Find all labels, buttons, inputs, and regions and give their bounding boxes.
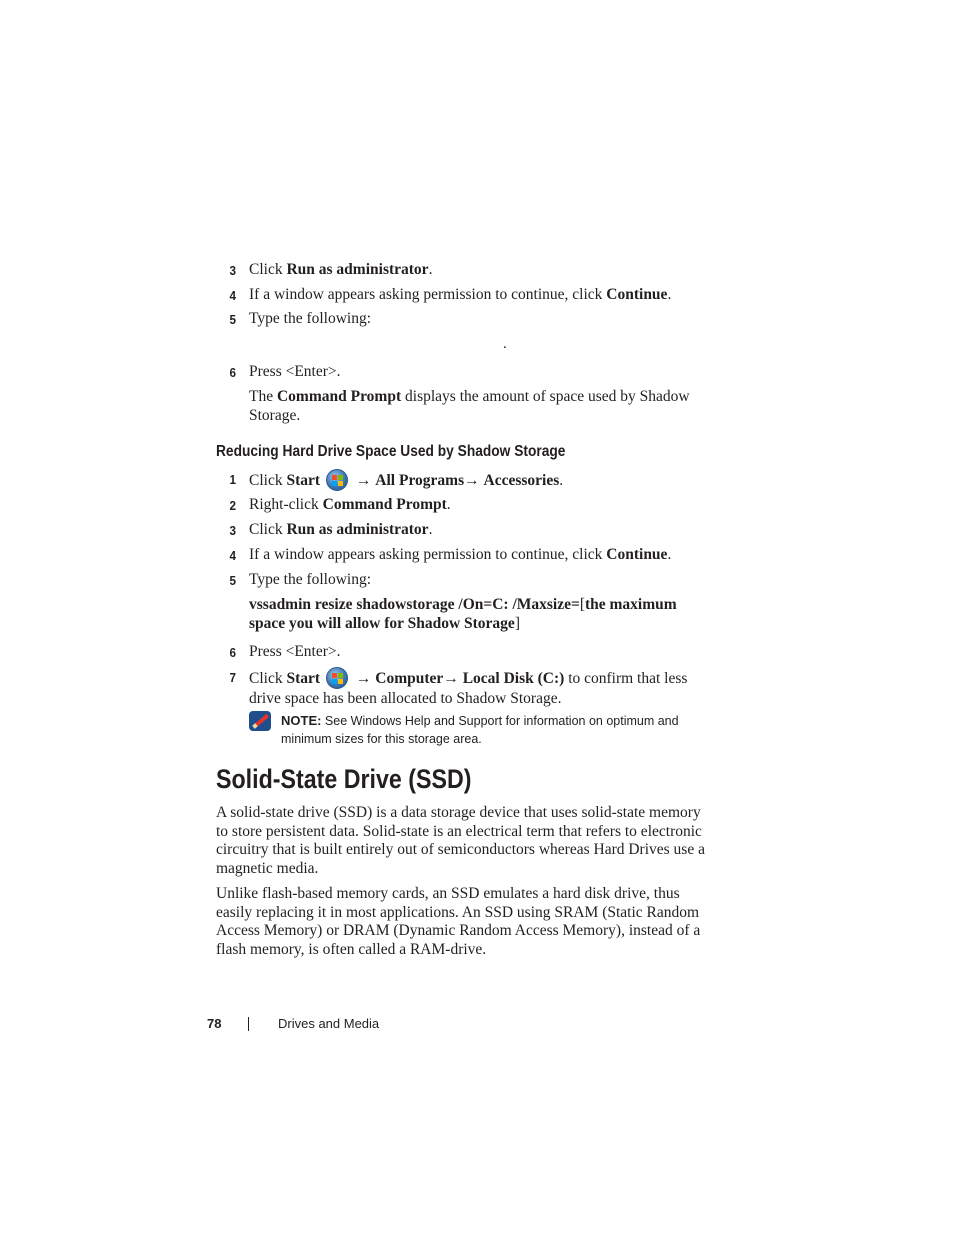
step-number: 3 — [229, 263, 236, 278]
step-number: 5 — [229, 573, 236, 588]
page-number: 78 — [207, 1016, 222, 1031]
note-text: See Windows Help and Support for information on optimum and minimum sizes for this storage area. — [281, 714, 679, 746]
ssd-heading: Solid-State Drive (SSD) — [216, 764, 472, 794]
ssd-paragraph-1: A solid-state drive (SSD) is a data storage device that uses solid-state memory to store persistent data. Solid-state is an electrical term that refers to electronic circuitry that is built entirely out of semiconductors whereas Hard Drives use a magnetic media. — [216, 804, 705, 878]
note-block — [281, 712, 701, 748]
step-number: 4 — [229, 548, 236, 563]
step-number: 5 — [229, 312, 236, 327]
command-prompt-result: The Command Prompt displays the amount of space used by Shadow Storage. — [249, 388, 690, 424]
note-pencil-icon — [249, 711, 271, 731]
note-label: NOTE: — [281, 713, 322, 728]
section-heading: Reducing Hard Drive Space Used by Shadow Storage — [216, 443, 566, 460]
footer-chapter-title: Drives and Media — [278, 1016, 380, 1031]
step-number: 1 — [229, 472, 236, 487]
vssadmin-command: vssadmin resize shadowstorage /On=C: /Maxsize=[the maximum space you will allow for Shadow Storage] — [249, 596, 677, 632]
step-number: 2 — [229, 498, 236, 513]
footer-divider — [248, 1017, 249, 1031]
step-number: 7 — [229, 670, 236, 685]
windows-start-icon — [326, 667, 348, 689]
step-number: 6 — [229, 645, 236, 660]
stray-dot: . — [503, 336, 507, 352]
ssd-paragraph-2: Unlike flash-based memory cards, an SSD emulates a hard disk drive, thus easily replacing it in most applications. An SSD using SRAM (Static Random Access Memory) or DRAM (Dynamic Random Access Memory), instead of a flash memory, is often called a RAM-drive. — [216, 885, 701, 959]
step-number: 3 — [229, 523, 236, 538]
step-number: 4 — [229, 288, 236, 303]
step-number: 6 — [229, 365, 236, 380]
windows-start-icon — [326, 469, 348, 491]
